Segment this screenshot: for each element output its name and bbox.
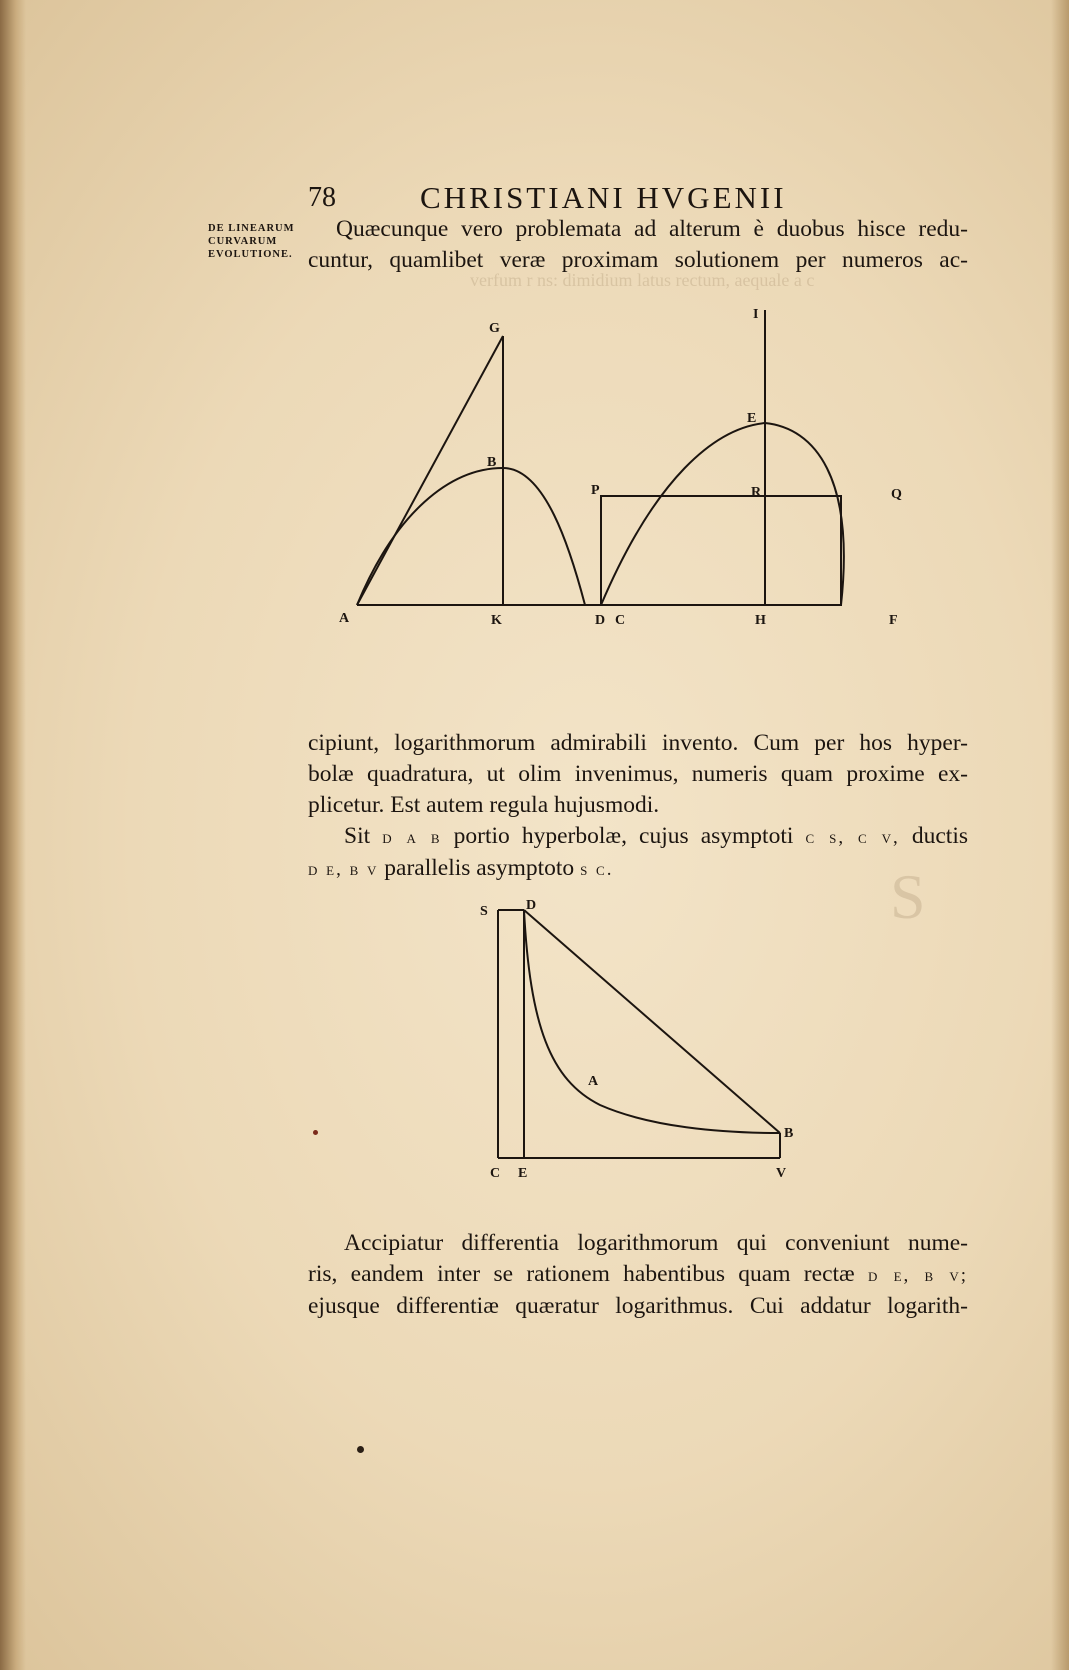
text-run: parallelis asymptoto [384,855,575,881]
text-run-smallcaps: d a b [382,827,442,848]
text-run-smallcaps: s c. [580,859,614,880]
text-run: portio hyperbolæ, cujus asymptoti [453,823,794,849]
parabola-ABC [357,468,585,605]
label-E: E [518,1166,528,1181]
label-A: A [588,1074,599,1089]
text-run-smallcaps: c s, c v, [805,827,900,848]
label-A: A [339,611,350,626]
label-C: C [615,613,626,628]
text-run: ris, eandem inter se rationem habentibus quam rectæ [308,1261,855,1287]
text-line: cuntur, quamlibet veræ proximam solutionem per numeros ac- [308,247,968,273]
text-run: Sit [344,823,371,849]
label-D: D [595,613,606,628]
label-I: I [753,307,759,322]
page-edge-left [0,0,26,1670]
text-line [308,821,968,853]
label-G: G [489,321,500,336]
running-head: CHRISTIANI HVGENII [420,180,787,215]
bleed-through-text: verfum r ns: dimidium latus rectum, aequale a c [470,270,815,290]
label-V: V [776,1166,787,1181]
marginal-note [208,222,308,261]
label-D: D [526,898,537,913]
label-S: S [480,904,488,919]
label-Q: Q [891,487,902,502]
paragraph-intro [308,214,968,276]
label-F: F [889,613,898,628]
rect-PQFD [601,496,841,605]
page-number: 78 [308,182,336,213]
figure-parabolas [339,307,915,658]
text-line: cipiunt, logarithmorum admirabili invento. Cum per hos hyper- [308,730,968,756]
bleed-through-initial: S [890,861,926,932]
text-line [308,1259,968,1291]
text-line: plicetur. Est autem regula hujusmodi. [308,792,660,818]
text-line: ejusque differentiæ quæratur logarithmus. Cui addatur logarith- [308,1293,968,1319]
label-B: B [784,1126,794,1141]
ink-spot [313,1130,318,1135]
marginal-note-line: EVOLUTIONE. [208,249,293,260]
marginal-note-line: DE LINEARUM [208,223,295,234]
label-R: R [751,485,762,500]
label-K: K [491,613,502,628]
text-line: Quæcunque vero problemata ad alterum è duobus hisce redu- [336,216,968,242]
marginal-note-line: CURVARUM [208,236,278,247]
paragraph-accipiatur [308,1228,968,1322]
label-E: E [747,411,757,426]
text-line: bolæ quadratura, ut olim invenimus, numeris quam proxime ex- [308,761,968,787]
label-C: C [490,1166,501,1181]
text-run-smallcaps: d e, b v [308,859,379,880]
text-run-smallcaps: d e, b v; [868,1265,968,1286]
figure-hyperbola [480,895,800,1185]
page-edge-right [1051,0,1069,1670]
label-H: H [755,613,766,628]
text-line [308,853,968,885]
parabola-DEF [601,423,844,605]
ink-spot [357,1446,364,1453]
text-line: Accipiatur differentia logarithmorum qui conveniunt nume- [344,1230,968,1256]
label-B: B [487,455,497,470]
paragraph-rule [308,728,968,885]
text-run: ductis [911,823,969,849]
line-DB [524,910,780,1133]
label-P: P [591,483,600,498]
